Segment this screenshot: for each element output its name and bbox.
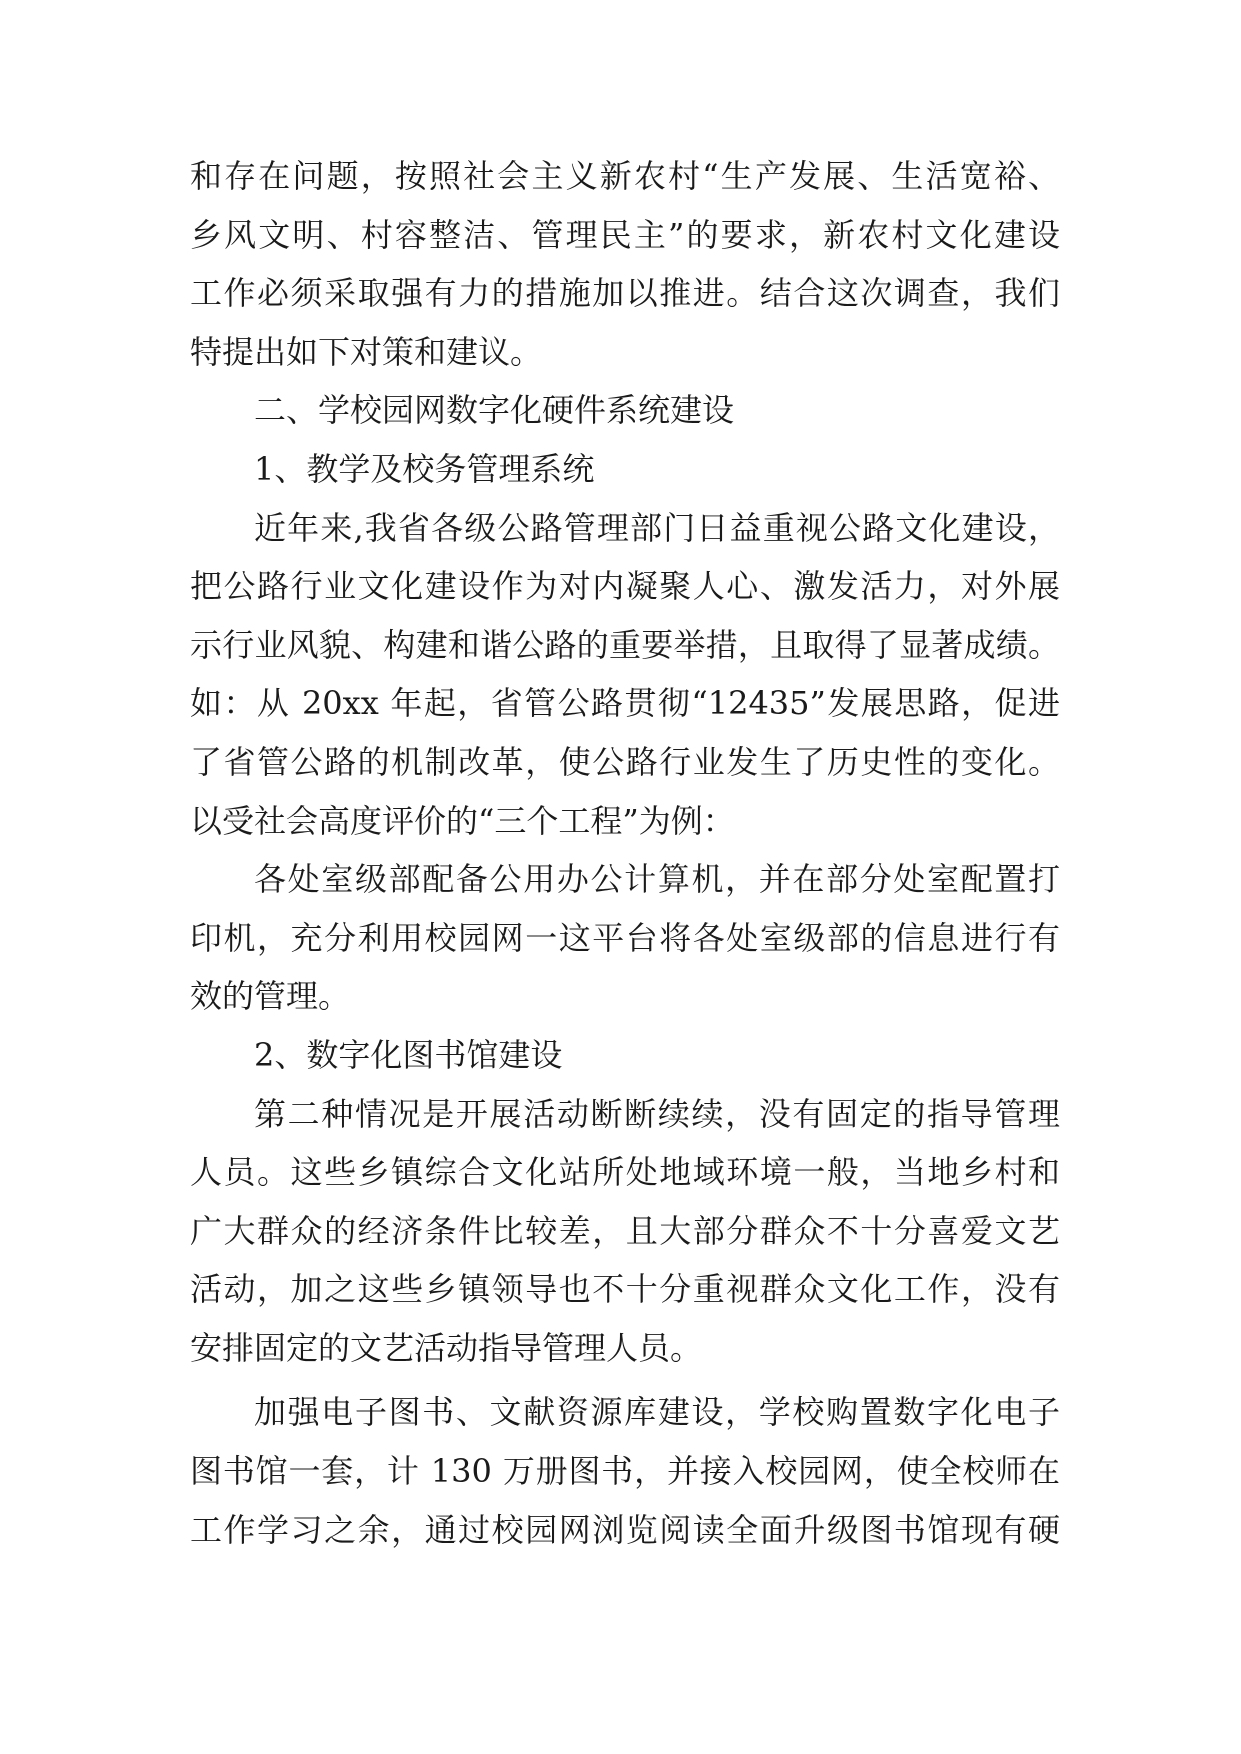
text-line: 以受社会高度评价的“三个工程”为例： [190, 801, 735, 840]
text-line: 乡风文明、村容整洁、管理民主”的要求，新农村文化建设 [190, 215, 1060, 254]
text-line: 各处室级部配备公用办公计算机，并在部分处室配置打 [254, 860, 1060, 899]
paragraph [190, 1096, 1060, 1389]
document-body [190, 158, 1060, 1570]
text-line: 工作必须采取强有力的措施加以推进。结合这次调查，我们 [190, 274, 1060, 313]
subsection-heading: 1、教学及校务管理系统 [254, 449, 595, 488]
text-line: 人员。这些乡镇综合文化站所处地域环境一般，当地乡村和 [190, 1153, 1060, 1192]
text-line: 图书馆一套，计 130 万册图书，并接入校园网，使全校师在 [190, 1452, 1060, 1491]
text-line: 近年来,我省各级公路管理部门日益重视公路文化建设， [254, 508, 1060, 547]
text-line: 安排固定的文艺活动指导管理人员。 [190, 1328, 703, 1367]
paragraph [190, 1394, 1060, 1570]
text-line: 和存在问题，按照社会主义新农村“生产发展、生活宽裕、 [190, 157, 1060, 195]
paragraph-continuation [190, 158, 1060, 392]
section-heading: 二、学校园网数字化硬件系统建设 [254, 391, 735, 430]
paragraph [190, 861, 1060, 1037]
text-line: 如：从 20xx 年起，省管公路贯彻“12435”发展思路，促进 [190, 684, 1060, 723]
text-line: 第二种情况是开展活动断断续续，没有固定的指导管理 [254, 1094, 1060, 1133]
text-line: 工作学习之余，通过校园网浏览阅读全面升级图书馆现有硬 [190, 1510, 1060, 1549]
subsection-heading: 2、数字化图书馆建设 [254, 1035, 563, 1074]
text-line: 特提出如下对策和建议。 [190, 332, 543, 371]
text-line: 广大群众的经济条件比较差，且大部分群众不十分喜爱文艺 [190, 1211, 1060, 1250]
text-line: 了省管公路的机制改革，使公路行业发生了历史性的变化。 [190, 742, 1060, 781]
paragraph [190, 510, 1060, 862]
text-line: 效的管理。 [190, 977, 351, 1016]
text-line: 活动，加之这些乡镇领导也不十分重视群众文化工作，没有 [190, 1270, 1060, 1309]
text-line: 示行业风貌、构建和谐公路的重要举措，且取得了显著成绩。 [190, 625, 1060, 664]
text-line: 把公路行业文化建设作为对内凝聚人心、激发活力，对外展 [190, 567, 1060, 606]
text-line: 印机，充分利用校园网一这平台将各处室级部的信息进行有 [190, 918, 1060, 957]
text-line: 加强电子图书、文献资源库建设，学校购置数字化电子 [254, 1393, 1060, 1432]
